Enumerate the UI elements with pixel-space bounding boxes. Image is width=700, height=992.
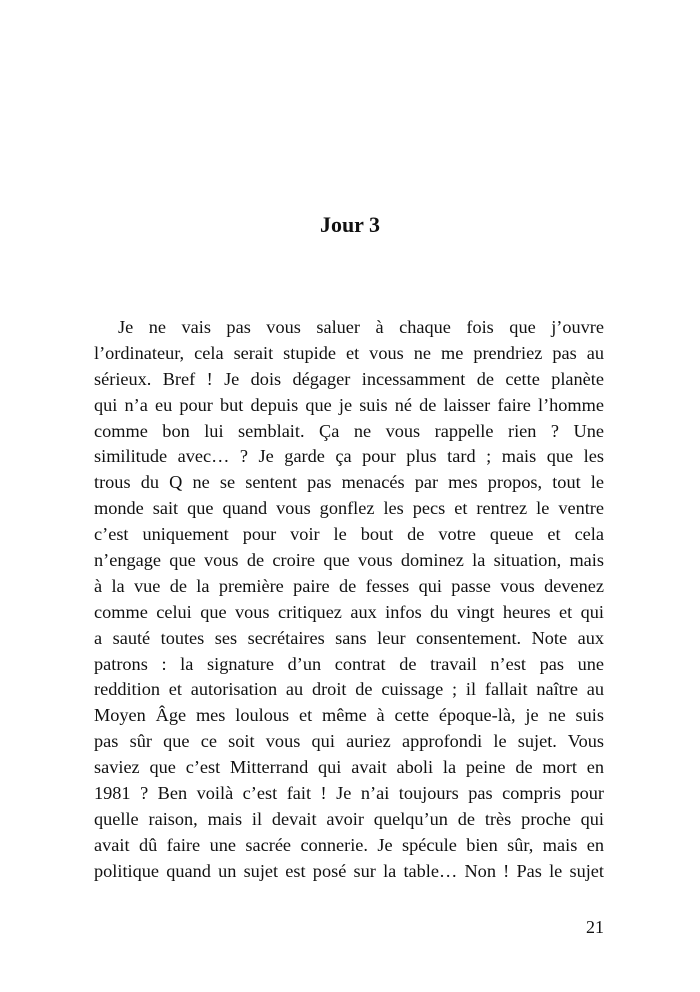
text-line: politique quand un sujet est posé sur la table… Non ! Pas le sujet: [94, 860, 604, 881]
text-line: comme celui que vous critiquez aux infos du vingt heures et qui: [94, 601, 604, 622]
text-line: n’engage que vous de croire que vous dominez la situation, mais: [94, 550, 604, 571]
text-line: similitude avec… ? Je garde ça pour plus tard ; mais que les: [94, 446, 604, 467]
text-line: reddition et autorisation au droit de cuissage ; il fallait naître au: [94, 679, 604, 700]
text-line: à la vue de la première paire de fesses qui passe vous devenez: [94, 575, 604, 596]
text-line: sérieux. Bref ! Je dois dégager incessamment de cette planète: [94, 368, 604, 389]
text-line: Moyen Âge mes loulous et même à cette époque-là, je ne suis: [94, 705, 604, 726]
text-line: monde sait que quand vous gonflez les pecs et rentrez le ventre: [94, 498, 604, 519]
text-line: pas sûr que ce soit vous qui auriez approfondi le sujet. Vous: [94, 731, 604, 752]
text-line: Je ne vais pas vous saluer à chaque fois que j’ouvre: [118, 317, 604, 337]
text-line: saviez que c’est Mitterrand qui avait aboli la peine de mort en: [94, 757, 604, 778]
body-text: [94, 315, 604, 885]
text-line: a sauté toutes ses secrétaires sans leur consentement. Note aux: [94, 627, 604, 648]
text-line: trous du Q ne se sentent pas menacés par mes propos, tout le: [94, 472, 604, 493]
text-line: quelle raison, mais il devait avoir quelqu’un de très proche qui: [94, 808, 604, 829]
text-line: 1981 ? Ben voilà c’est fait ! Je n’ai toujours pas compris pour: [94, 783, 604, 804]
text-line: patrons : la signature d’un contrat de travail n’est pas une: [94, 653, 604, 674]
page-number: 21: [586, 917, 604, 937]
text-line: qui n’a eu pour but depuis que je suis né de laisser faire l’homme: [94, 394, 604, 415]
chapter-title: Jour 3: [319, 212, 381, 237]
text-line: c’est uniquement pour voir le bout de votre queue et cela: [94, 524, 604, 545]
text-line: l’ordinateur, cela serait stupide et vous ne me prendriez pas au: [94, 342, 604, 363]
text-line: comme bon lui semblait. Ça ne vous rappelle rien ? Une: [94, 420, 604, 441]
text-line: avait dû faire une sacrée connerie. Je spécule bien sûr, mais en: [94, 834, 604, 855]
